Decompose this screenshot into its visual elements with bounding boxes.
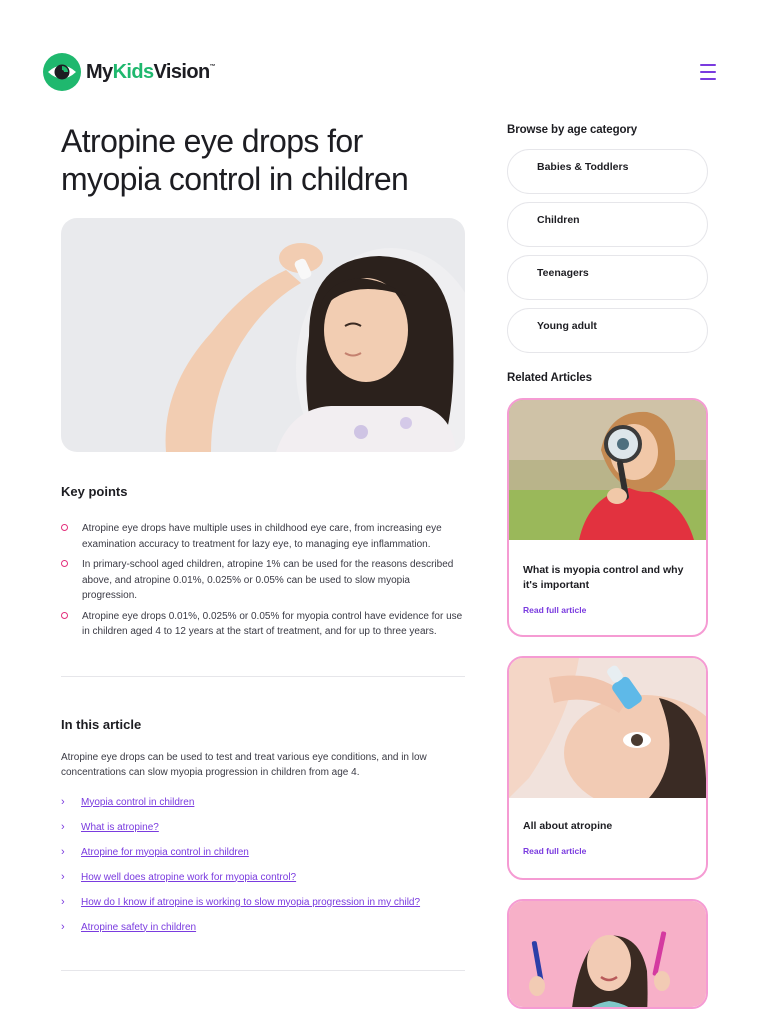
circle-bullet-icon [61,560,68,567]
toc-link-is-it-working[interactable]: How do I know if atropine is working to slow myopia progression in my child? [81,896,421,908]
child-with-magnifying-glass-image [509,400,706,540]
section-divider [61,970,465,971]
key-point-text: Atropine eye drops 0.01%, 0.025% or 0.05% for myopia control have evidence for use in children aged 4 to 12 years at the start of treatment, and for up to three years. [82,610,463,637]
key-point-text: In primary-school aged children, atropine 1% can be used for the reasons described above, and atropine 0.01%, 0.025% or 0.05% can be used to slow myopia progression. [82,559,454,601]
key-point-text: Atropine eye drops have multiple uses in childhood eye care, from increasing eye examination accuracy to treatment for lazy eye, to managing eye inflammation. [82,523,442,550]
in-this-article-section [61,717,465,940]
toc-item [61,890,465,915]
hero-image [61,218,465,452]
logo-word-vision: Vision [153,60,210,83]
child-with-eye-drops-image [61,218,465,452]
chevron-right-icon: › [61,821,65,833]
eye-drops-closeup-image [509,658,706,798]
logo-word-kids: Kids [112,60,154,83]
circle-bullet-icon [61,612,68,619]
girl-with-pencils-image [509,901,706,1009]
menu-bar [700,78,716,80]
related-article-title: What is myopia control and why it's important [523,564,684,591]
section-divider [61,676,465,677]
toc-item [61,815,465,840]
related-article-title: All about atropine [523,820,613,832]
card-body [509,540,706,635]
age-category-children[interactable]: Children [507,202,708,247]
age-category-young-adult[interactable]: Young adult [507,308,708,353]
logo-wordmark [86,61,215,84]
age-category-teenagers[interactable]: Teenagers [507,255,708,300]
toc-link-what-is-atropine[interactable]: What is atropine? [81,821,159,833]
logo-word-my: My [86,60,113,83]
key-point-item [61,609,465,640]
menu-bar [700,71,716,73]
toc-link-how-well-does-it-work[interactable]: How well does atropine work for myopia control? [81,871,297,883]
key-points-list [61,521,465,640]
toc-item [61,915,465,940]
read-full-article-link[interactable]: Read full article [523,605,587,615]
toc-item [61,840,465,865]
chevron-right-icon: › [61,921,65,933]
in-this-article-heading: In this article [61,716,142,732]
related-article-card[interactable] [507,398,708,637]
site-header [0,0,768,130]
related-article-card[interactable] [507,899,708,1009]
circle-bullet-icon [61,524,68,531]
key-point-item [61,557,465,604]
chevron-right-icon: › [61,896,65,908]
age-category-list [507,149,708,353]
age-category-babies-toddlers[interactable]: Babies & Toddlers [507,149,708,194]
key-point-item [61,521,465,552]
sidebar [507,124,708,1009]
key-points-section [61,484,465,640]
article-main [61,122,465,971]
menu-bar [700,64,716,66]
toc-item [61,865,465,890]
page-title: Atropine eye drops for myopia control in children [61,123,409,197]
trademark-symbol: ™ [209,63,216,70]
toc-item [61,790,465,815]
read-full-article-link[interactable]: Read full article [523,846,587,856]
chevron-right-icon: › [61,796,65,808]
article-intro: Atropine eye drops can be used to test and treat various eye conditions, and in low concentrations can slow myopia progression in children from age 4. [61,751,427,778]
related-article-card[interactable] [507,656,708,880]
chevron-right-icon: › [61,871,65,883]
table-of-contents [61,790,465,940]
card-body [509,798,706,878]
eye-logo-icon [42,52,82,92]
hamburger-menu-icon[interactable] [700,64,716,80]
related-articles-heading: Related Articles [507,372,592,384]
toc-link-myopia-control[interactable]: Myopia control in children [81,796,195,808]
chevron-right-icon: › [61,846,65,858]
site-logo[interactable] [42,52,215,92]
browse-by-age-heading: Browse by age category [507,124,638,136]
key-points-heading: Key points [61,484,128,499]
toc-link-atropine-safety[interactable]: Atropine safety in children [81,921,197,933]
toc-link-atropine-for-myopia[interactable]: Atropine for myopia control in children [81,846,249,858]
